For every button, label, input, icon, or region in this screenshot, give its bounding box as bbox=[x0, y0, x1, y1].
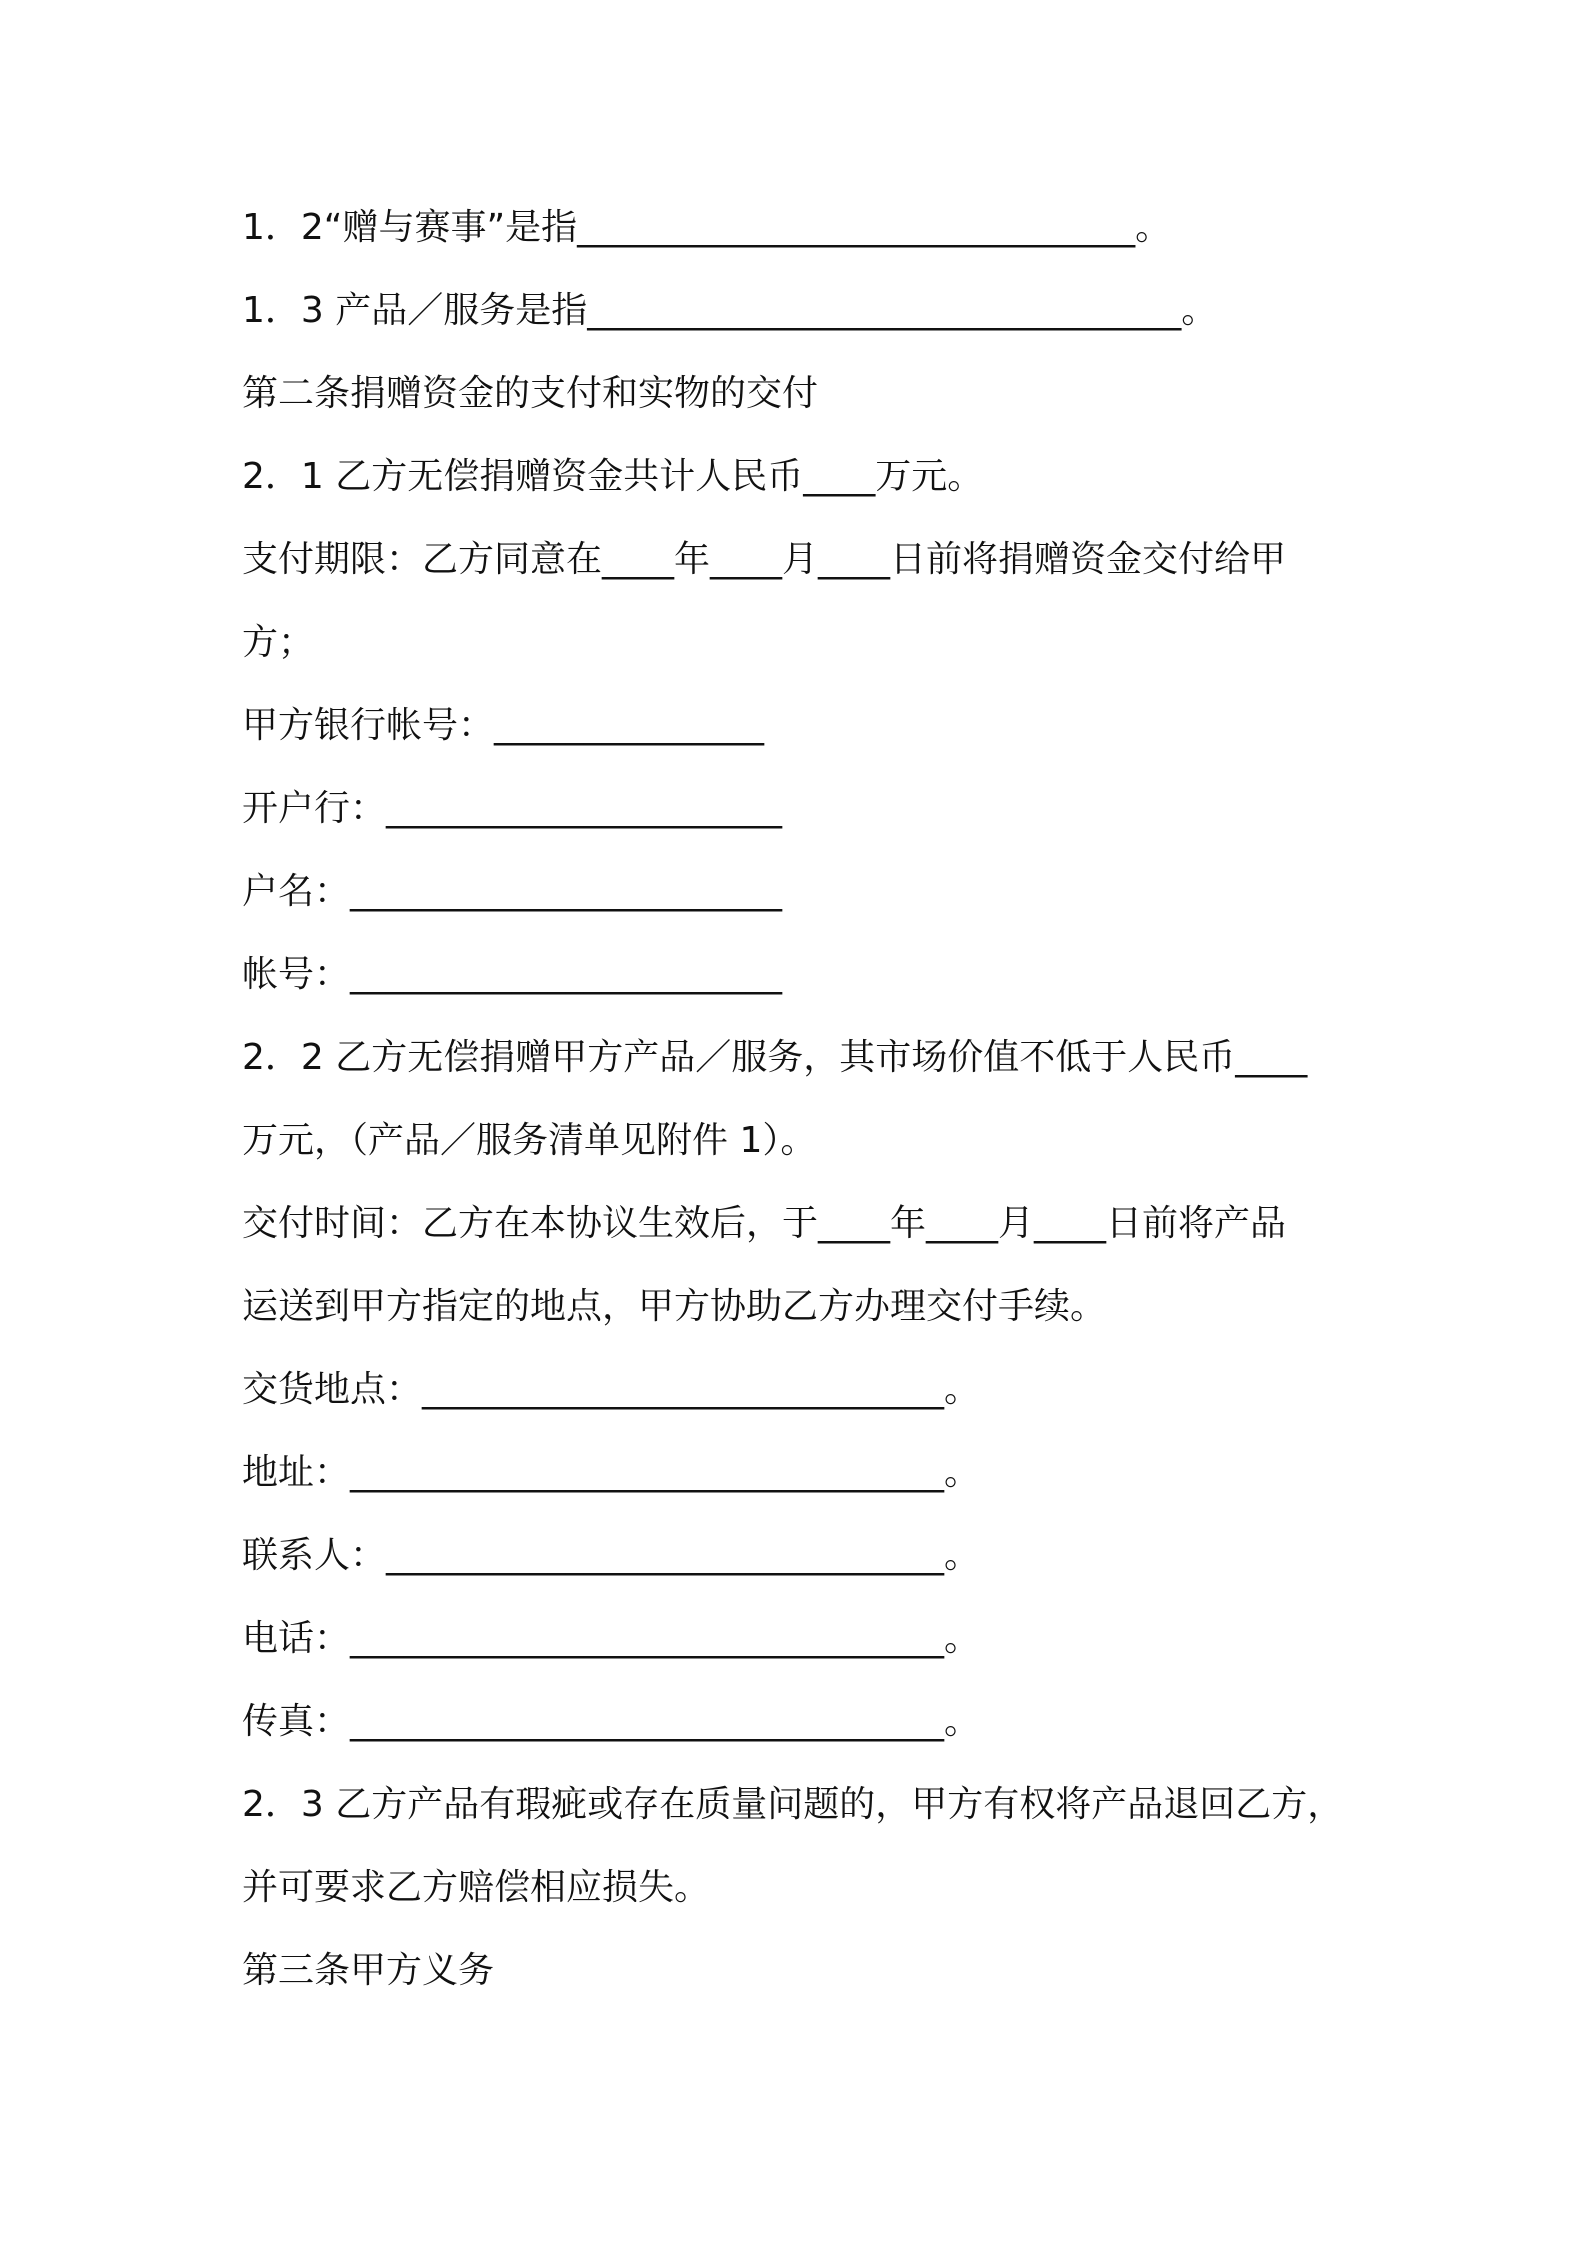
bank-account-field: 甲方银行帐号：_______________ bbox=[242, 705, 765, 746]
delivery-time-line: 交付时间：乙方在本协议生效后，于____年____月____日前将产品 bbox=[242, 1203, 1287, 1244]
account-name-field: 户名：________________________ bbox=[242, 871, 783, 912]
delivery-place-field: 交货地点：_____________________________。 bbox=[242, 1369, 981, 1410]
payment-deadline-line-cont: 方； bbox=[242, 622, 315, 663]
opening-bank-field: 开户行：______________________ bbox=[242, 788, 783, 829]
clause-2-1-donation-amount: 2．1 乙方无偿捐赠资金共计人民币____万元。 bbox=[242, 456, 984, 497]
account-number-field: 帐号：________________________ bbox=[242, 954, 783, 995]
phone-field: 电话：_________________________________。 bbox=[242, 1618, 981, 1659]
article-3-heading: 第三条甲方义务 bbox=[242, 1950, 495, 1991]
payment-deadline-line: 支付期限：乙方同意在____年____月____日前将捐赠资金交付给甲 bbox=[242, 539, 1287, 580]
clause-2-3-defects: 2．3 乙方产品有瑕疵或存在质量问题的，甲方有权将产品退回乙方， bbox=[242, 1784, 1344, 1825]
clause-2-3-cont: 并可要求乙方赔偿相应损失。 bbox=[242, 1867, 711, 1908]
fax-field: 传真：_________________________________。 bbox=[242, 1701, 981, 1742]
clause-1-3-product-service: 1．3 产品／服务是指_________________________________。 bbox=[242, 290, 1218, 331]
clause-1-2-gift-event: 1．2“赠与赛事”是指_______________________________。 bbox=[242, 207, 1172, 248]
contact-person-field: 联系人：_______________________________。 bbox=[242, 1535, 981, 1576]
article-2-heading: 第二条捐赠资金的支付和实物的交付 bbox=[242, 373, 819, 414]
delivery-time-line-cont: 运送到甲方指定的地点，甲方协助乙方办理交付手续。 bbox=[242, 1286, 1107, 1327]
clause-2-2-product-donation: 2．2 乙方无偿捐赠甲方产品／服务，其市场价值不低于人民币____ bbox=[242, 1037, 1308, 1078]
address-field: 地址：_________________________________。 bbox=[242, 1452, 981, 1493]
clause-2-2-cont: 万元，（产品／服务清单见附件 1）。 bbox=[242, 1120, 817, 1161]
